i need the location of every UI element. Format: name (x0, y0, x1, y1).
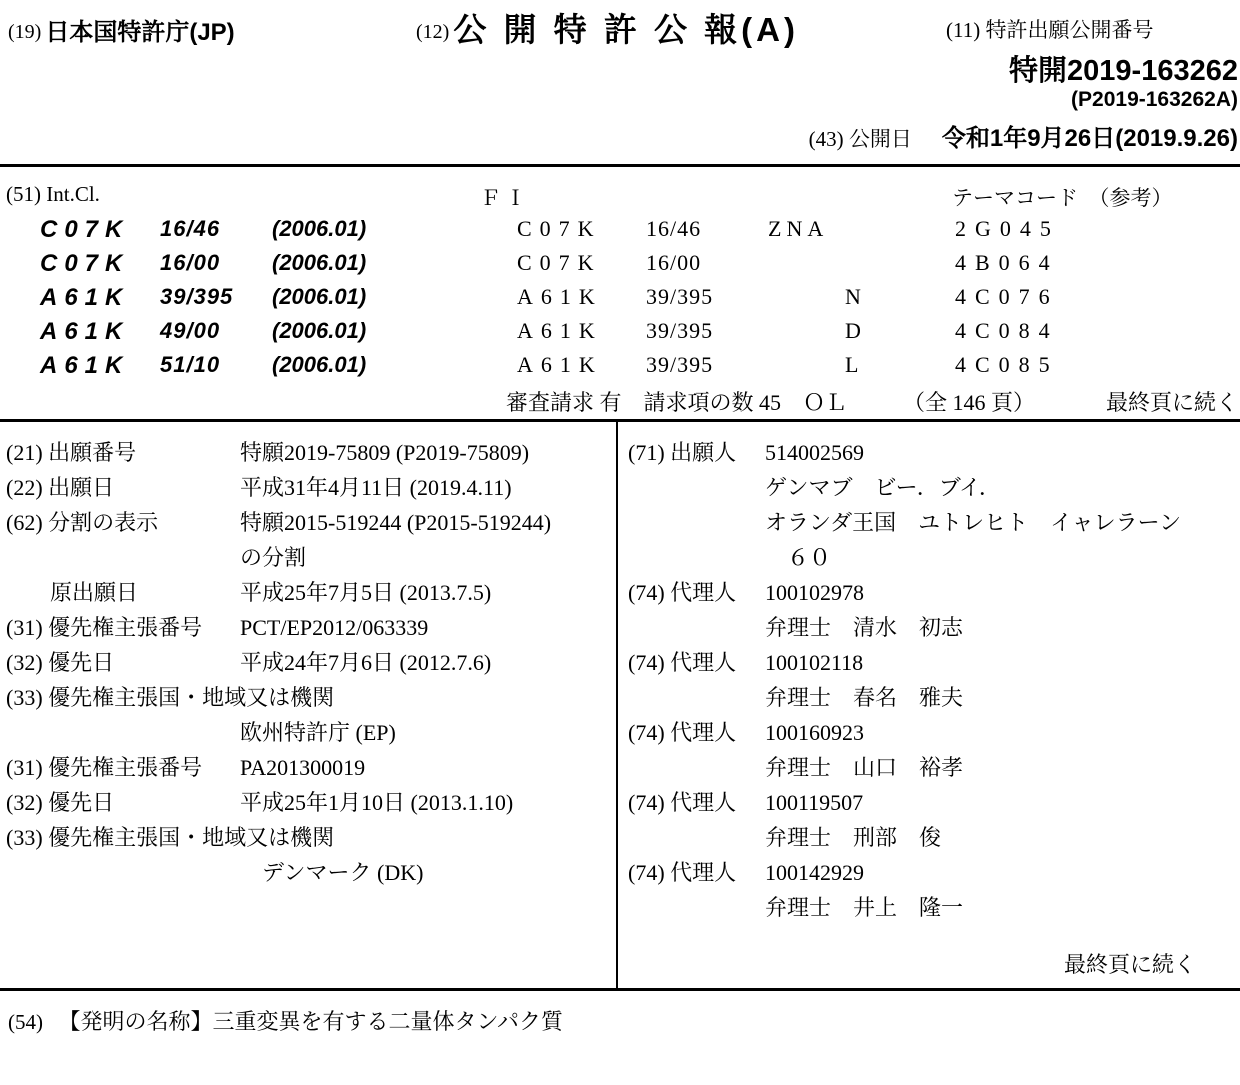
bib-label: (74) 代理人 (628, 860, 737, 885)
bib-label: (21) 出願番号 (6, 440, 137, 465)
intcl-number: 51/10 (160, 352, 221, 377)
bib-row-priority-country-label-2 (6, 820, 606, 855)
bib-row-priority-country-value (6, 715, 606, 750)
bib-value: PA201300019 (240, 755, 366, 780)
issuing-office (8, 12, 235, 47)
horizontal-rule-top (0, 164, 1240, 167)
intcl-class: C07K (40, 250, 130, 277)
bib-value: 弁理士 春名 雅夫 (765, 685, 964, 710)
bib-value: 514002569 (765, 440, 864, 465)
bib-value: ゲンマブ ビー．ブイ． (765, 475, 1001, 500)
bib-label: (33) 優先権主張国・地域又は機関 (6, 825, 335, 850)
bib-value: ６０ (765, 545, 832, 570)
bib-row-agent-name (628, 750, 1236, 785)
theme-code: 4C085 (955, 352, 1059, 377)
theme-code: 4C084 (955, 318, 1059, 343)
bib-row-division-indication (6, 505, 606, 540)
publication-date-caption: 公開日 (848, 127, 912, 151)
intcl-version: (2006.01) (272, 216, 367, 241)
classification-header (0, 182, 1240, 212)
document-kind (416, 4, 799, 51)
classification-row (0, 352, 1240, 386)
bib-row-application-number (6, 435, 606, 470)
fi-number: 16/00 (646, 250, 702, 275)
horizontal-rule-bottom (0, 988, 1240, 991)
bib-row-agent-id (628, 575, 1236, 610)
fi-class: A61K (517, 352, 603, 377)
intcl-number: 49/00 (160, 318, 221, 343)
bib-value: 100160923 (765, 720, 864, 745)
right-bibliographic-column (628, 435, 1236, 925)
fi-symbol: D (845, 318, 861, 343)
bib-value: 特願2019-75809 (P2019-75809) (240, 440, 530, 465)
bib-row-agent-name (628, 820, 1236, 855)
horizontal-rule-middle (0, 419, 1240, 422)
publication-date (809, 118, 1238, 153)
intcl-class: A61K (40, 352, 130, 379)
bib-row-priority-number (6, 610, 606, 645)
intcl-header (6, 182, 100, 207)
bib-row-filing-date (6, 470, 606, 505)
continued-note: 最終頁に続く (1105, 390, 1238, 415)
bib-label: (32) 優先日 (6, 650, 115, 675)
bib-row-agent-id (628, 855, 1236, 890)
bib-label: (74) 代理人 (628, 790, 737, 815)
bib-value: PCT/EP2012/063339 (240, 615, 429, 640)
intcl-number: 16/46 (160, 216, 221, 241)
intcl-version: (2006.01) (272, 284, 367, 309)
publication-date-label (809, 127, 912, 151)
bib-label: (33) 優先権主張国・地域又は機関 (6, 685, 335, 710)
publication-number: 特開2019-163262 (1009, 55, 1238, 87)
fi-symbol: L (845, 352, 859, 377)
bib-row-priority-date-2 (6, 785, 606, 820)
bib-row-agent-name (628, 680, 1236, 715)
bib-row-applicant-name (628, 470, 1236, 505)
bib-row-priority-country-label (6, 680, 606, 715)
bib-value: 平成25年1月10日 (2013.1.10) (240, 790, 514, 815)
inid-code-12: (12) (416, 21, 450, 43)
bib-value: 平成25年7月5日 (2013.7.5) (240, 580, 492, 605)
theme-code-header: テーマコード （参考） (952, 187, 1173, 210)
total-pages: （全 146 頁） (903, 390, 1036, 415)
publication-number-paren: (P2019-163262A) (1071, 88, 1238, 111)
invention-title: 【発明の名称】三重変異を有する二量体タンパク質 (58, 1009, 563, 1034)
column-divider (616, 419, 618, 991)
bib-value: 欧州特許庁 (EP) (240, 720, 396, 745)
bib-row-applicant-address-2 (628, 540, 1236, 575)
bib-label: (74) 代理人 (628, 650, 737, 675)
bib-label: (32) 優先日 (6, 790, 115, 815)
bib-value: 100142929 (765, 860, 864, 885)
bib-row-priority-date (6, 645, 606, 680)
bib-value: 100102978 (765, 580, 864, 605)
intcl-version: (2006.01) (272, 250, 367, 275)
bib-row-agent-id (628, 715, 1236, 750)
bib-row-original-filing-date (6, 575, 606, 610)
inid-code-54: (54) (8, 1010, 43, 1034)
fi-symbol: N (845, 284, 861, 309)
theme-code: 4C076 (955, 284, 1059, 309)
fi-class: A61K (517, 318, 603, 343)
intcl-class: A61K (40, 284, 130, 311)
fi-class: C07K (517, 216, 602, 241)
fi-number: 16/46 (646, 216, 702, 241)
bib-value: 100119507 (765, 790, 864, 815)
publication-number-label (946, 14, 1153, 44)
theme-code: 4B064 (955, 250, 1059, 275)
intcl-version: (2006.01) (272, 318, 367, 343)
bib-value: 弁理士 井上 隆一 (765, 895, 964, 920)
bib-label: 原出願日 (6, 580, 139, 605)
classification-row (0, 318, 1240, 352)
document-kind-title: 公 開 特 許 公 報(A) (453, 11, 799, 48)
inid-code-51: (51) (6, 182, 41, 206)
bib-row-priority-country-value-2 (6, 855, 606, 890)
bib-row-agent-id (628, 645, 1236, 680)
bib-label: (74) 代理人 (628, 720, 737, 745)
classification-row (0, 284, 1240, 318)
fi-number: 39/395 (646, 318, 714, 343)
fi-header: ＦＩ (480, 186, 530, 210)
bib-value: デンマーク (DK) (240, 860, 424, 885)
bib-value: 100102118 (765, 650, 864, 675)
continued-note-bottom: 最終頁に続く (1063, 952, 1196, 977)
intcl-number: 16/00 (160, 250, 221, 275)
office-name: 日本国特許庁(JP) (45, 19, 235, 46)
classification-row (0, 216, 1240, 250)
bib-row-agent-id (628, 785, 1236, 820)
bib-value: オランダ王国 ユトレヒト イャレラーン (765, 510, 1182, 535)
intcl-class: A61K (40, 318, 130, 345)
bib-label: (71) 出願人 (628, 440, 737, 465)
invention-title-row (8, 1005, 563, 1036)
publication-date-value: 令和1年9月26日(2019.9.26) (941, 125, 1238, 152)
intcl-number: 39/395 (160, 284, 234, 309)
fi-number: 39/395 (646, 284, 714, 309)
bib-value: 平成31年4月11日 (2019.4.11) (240, 475, 512, 500)
bib-value: の分割 (240, 545, 307, 570)
bib-value: 特願2015-519244 (P2015-519244) (240, 510, 552, 535)
fi-suffix: ZNA (768, 216, 829, 241)
publication-number-caption: 特許出願公開番号 (985, 18, 1154, 42)
bib-row-division-continuation (6, 540, 606, 575)
bib-row-applicant-id (628, 435, 1236, 470)
bib-label: (31) 優先権主張番号 (6, 755, 203, 780)
classification-row (0, 250, 1240, 284)
intcl-version: (2006.01) (272, 352, 367, 377)
bib-value: 弁理士 清水 初志 (765, 615, 964, 640)
bib-row-agent-name (628, 610, 1236, 645)
intcl-class: C07K (40, 216, 130, 243)
theme-code: 2G045 (955, 216, 1060, 241)
left-bibliographic-column (6, 435, 606, 890)
bib-value: 弁理士 山口 裕孝 (765, 755, 964, 780)
bib-value: 平成24年7月6日 (2012.7.6) (240, 650, 492, 675)
bib-label: (74) 代理人 (628, 580, 737, 605)
bib-value: 弁理士 刑部 俊 (765, 825, 942, 850)
bib-label: (22) 出願日 (6, 475, 115, 500)
inid-code-11: (11) (946, 18, 981, 42)
bib-label: (62) 分割の表示 (6, 510, 159, 535)
inid-code-43: (43) (808, 127, 844, 151)
exam-request-status: 審査請求 有 請求項の数 45 ＯＬ (506, 390, 848, 415)
fi-number: 39/395 (646, 352, 714, 377)
bib-row-applicant-address (628, 505, 1236, 540)
bib-label: (31) 優先権主張番号 (6, 615, 203, 640)
fi-class: A61K (517, 284, 603, 309)
fi-class: C07K (517, 250, 602, 275)
inid-code-19: (19) (8, 21, 42, 43)
bib-row-priority-number-2 (6, 750, 606, 785)
bib-row-agent-name (628, 890, 1236, 925)
intcl-label: Int.Cl. (46, 182, 100, 206)
